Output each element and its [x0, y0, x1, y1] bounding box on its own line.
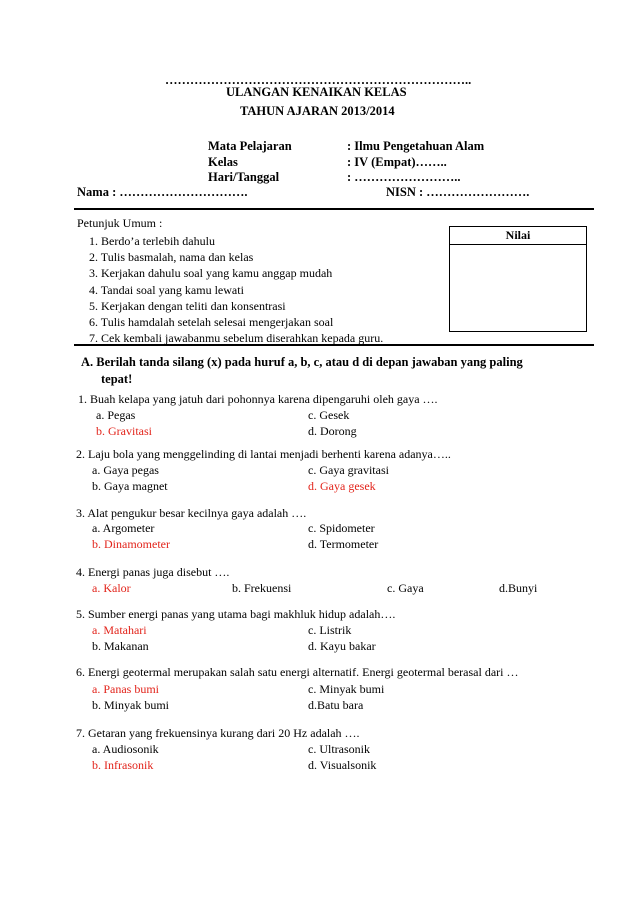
question-1: 1. Buah kelapa yang jatuh dari pohonnya karena dipengaruhi oleh gaya …. [78, 392, 438, 406]
subject-value: : Ilmu Pengetahuan Alam [347, 139, 485, 153]
exam-title: ULANGAN KENAIKAN KELAS [226, 85, 407, 99]
option-c[interactable]: c. Gesek [308, 408, 350, 422]
option-d-answer[interactable]: d. Gaya gesek [308, 479, 376, 493]
question-3: 3. Alat pengukur besar kecilnya gaya adalah …. [76, 506, 307, 520]
class-label: Kelas [208, 155, 238, 169]
option-a[interactable]: a. Audiosonik [92, 742, 159, 756]
instruction-item: 5. Kerjakan dengan teliti dan konsentrasi [89, 299, 286, 313]
date-label: Hari/Tanggal [208, 170, 280, 184]
nisn-field[interactable]: NISN : ……………………. [386, 185, 530, 199]
option-d[interactable]: d. Termometer [308, 537, 379, 551]
score-box[interactable] [449, 226, 587, 332]
header-divider [74, 208, 594, 210]
name-field[interactable]: Nama : …………………………. [77, 185, 248, 199]
option-b[interactable]: b. Minyak bumi [92, 698, 169, 712]
option-c[interactable]: c. Gaya [387, 581, 424, 595]
question-4: 4. Energi panas juga disebut …. [76, 565, 230, 579]
option-d[interactable]: d.Batu bara [308, 698, 364, 712]
option-a-answer[interactable]: a. Panas bumi [92, 682, 159, 696]
subject-label: Mata Pelajaran [208, 139, 292, 153]
question-7: 7. Getaran yang frekuensinya kurang dari 20 Hz adalah …. [76, 726, 360, 740]
option-a[interactable]: a. Gaya pegas [92, 463, 159, 477]
option-d[interactable]: d.Bunyi [499, 581, 538, 595]
date-value: : …………………….. [347, 170, 461, 184]
option-b-answer[interactable]: b. Infrasonik [92, 758, 154, 772]
option-d[interactable]: d. Kayu bakar [308, 639, 376, 653]
academic-year: TAHUN AJARAN 2013/2014 [240, 104, 395, 118]
option-c[interactable]: c. Minyak bumi [308, 682, 385, 696]
section-a-instruction: A. Berilah tanda silang (x) pada huruf a, b, c, atau d di depan jawaban yang paling [81, 355, 523, 369]
option-c[interactable]: c. Spidometer [308, 521, 375, 535]
instructions-title: Petunjuk Umum : [77, 216, 163, 230]
option-d[interactable]: d. Dorong [308, 424, 357, 438]
score-label: Nilai [450, 227, 586, 245]
option-c[interactable]: c. Gaya gravitasi [308, 463, 389, 477]
instruction-item: 4. Tandai soal yang kamu lewati [89, 283, 244, 297]
option-d[interactable]: d. Visualsonik [308, 758, 377, 772]
section-a-instruction-cont: tepat! [101, 372, 133, 386]
question-2: 2. Laju bola yang menggelinding di lantai menjadi berhenti karena adanya….. [76, 447, 451, 461]
instruction-item: 6. Tulis hamdalah setelah selesai mengerjakan soal [89, 315, 334, 329]
instruction-item: 7. Cek kembali jawabanmu sebelum diserahkan kepada guru. [89, 331, 384, 345]
option-c[interactable]: c. Listrik [308, 623, 352, 637]
option-c[interactable]: c. Ultrasonik [308, 742, 370, 756]
instruction-item: 2. Tulis basmalah, nama dan kelas [89, 250, 254, 264]
option-a-answer[interactable]: a. Matahari [92, 623, 147, 637]
option-b-answer[interactable]: b. Dinamometer [92, 537, 170, 551]
instruction-item: 3. Kerjakan dahulu soal yang kamu anggap mudah [89, 266, 333, 280]
option-b[interactable]: b. Makanan [92, 639, 149, 653]
option-a[interactable]: a. Argometer [92, 521, 155, 535]
class-value: : IV (Empat)…….. [347, 155, 447, 169]
option-a[interactable]: a. Pegas [96, 408, 136, 422]
question-5: 5. Sumber energi panas yang utama bagi makhluk hidup adalah…. [76, 607, 396, 621]
option-b[interactable]: b. Frekuensi [232, 581, 292, 595]
option-b[interactable]: b. Gaya magnet [92, 479, 168, 493]
question-6: 6. Energi geotermal merupakan salah satu energi alternatif. Energi geotermal berasal dari … [76, 665, 519, 679]
instruction-item: 1. Berdo’a terlebih dahulu [89, 234, 215, 248]
instructions-divider [74, 344, 594, 346]
option-a-answer[interactable]: a. Kalor [92, 581, 131, 595]
option-b-answer[interactable]: b. Gravitasi [96, 424, 152, 438]
header-dots: ……………………………………………………………….. [165, 73, 472, 87]
